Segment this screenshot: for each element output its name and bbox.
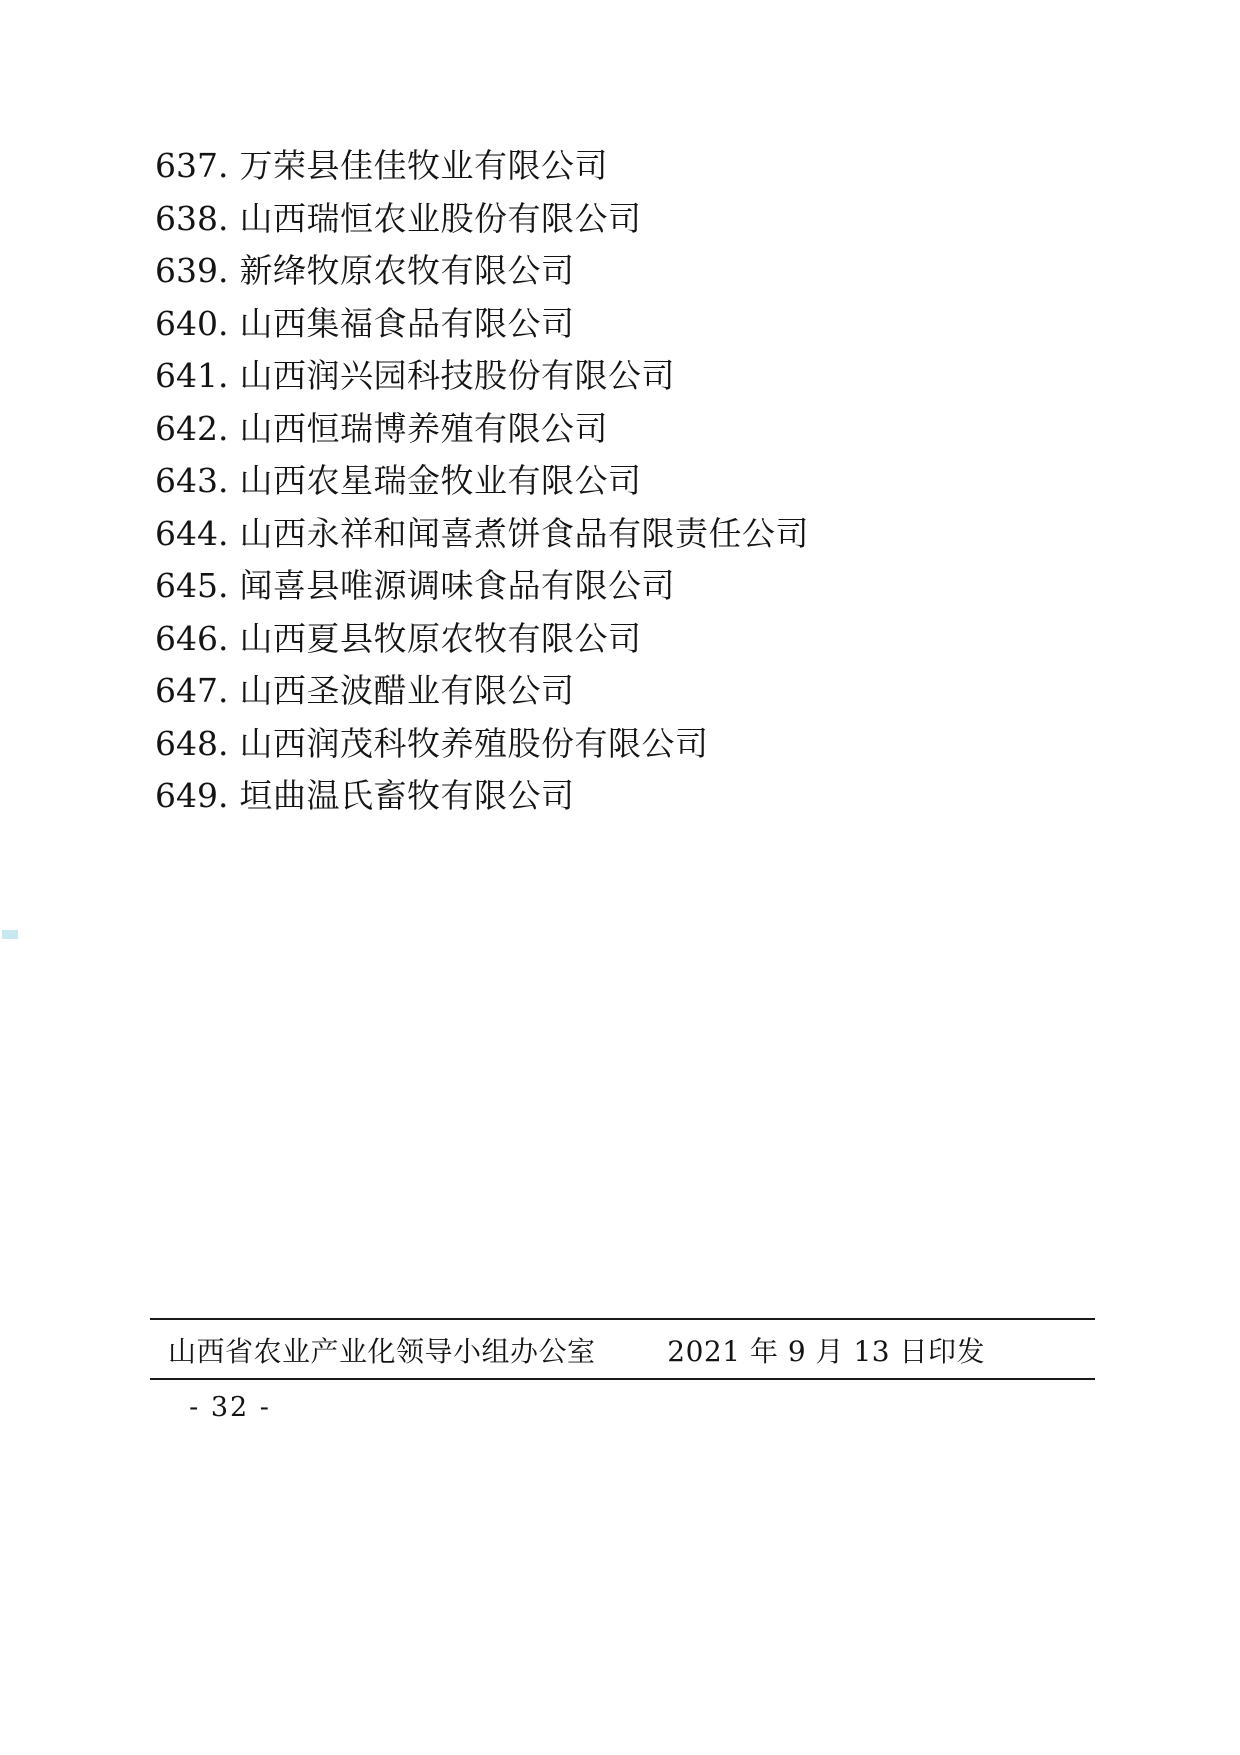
list-item-label: 闻喜县唯源调味食品有限公司 [239, 566, 675, 605]
list-item [155, 560, 1095, 613]
list-item-label: 山西集福食品有限公司 [239, 303, 575, 343]
list-item-number: 643. [155, 461, 229, 500]
list-item-number: 649. [155, 776, 229, 815]
list-item-number: 637. [155, 146, 229, 185]
issue-date: 2021 年 9 月 13 日印发 [667, 1335, 985, 1368]
list-item-number: 639. [155, 251, 229, 290]
list-item-label: 山西夏县牧原农牧有限公司 [239, 618, 642, 658]
list-item [155, 193, 1095, 246]
list-item-number: 640. [155, 303, 229, 343]
list-item-number: 647. [155, 671, 229, 710]
list-item [155, 718, 1095, 771]
list-item-label: 山西圣波醋业有限公司 [239, 671, 575, 710]
list-item-label: 山西恒瑞博养殖有限公司 [239, 408, 608, 448]
list-item-label: 山西永祥和闻喜煮饼食品有限责任公司 [239, 513, 809, 553]
list-item-label: 山西瑞恒农业股份有限公司 [239, 198, 642, 238]
page-number: - 32 - [189, 1392, 271, 1423]
scan-artifact-mark [2, 930, 18, 939]
list-item [155, 770, 1095, 823]
list-item-label: 山西润茂科牧养殖股份有限公司 [239, 723, 709, 763]
list-item-label: 山西农星瑞金牧业有限公司 [239, 461, 642, 500]
list-item [155, 298, 1095, 351]
list-item-number: 645. [155, 566, 229, 605]
footer [150, 1326, 1095, 1374]
list-item-number: 642. [155, 408, 229, 448]
list-item-number: 648. [155, 723, 229, 763]
list-item [155, 455, 1095, 508]
list-item-label: 垣曲温氏畜牧有限公司 [239, 776, 575, 815]
footer-divider-bottom [150, 1378, 1095, 1380]
list-item-number: 641. [155, 356, 229, 395]
list-item-label: 新绛牧原农牧有限公司 [239, 251, 575, 290]
list-item [155, 350, 1095, 403]
list-item [155, 665, 1095, 718]
list-item [155, 140, 1095, 193]
list-item [155, 403, 1095, 456]
list-item-number: 646. [155, 618, 229, 658]
issuing-office: 山西省农业产业化领导小组办公室 [168, 1335, 596, 1368]
list-item [155, 508, 1095, 561]
list-item-label: 万荣县佳佳牧业有限公司 [239, 146, 608, 185]
list-item-number: 644. [155, 513, 229, 553]
company-list [155, 140, 1095, 823]
list-item [155, 245, 1095, 298]
list-item [155, 613, 1095, 666]
footer-divider-top [150, 1318, 1095, 1320]
list-item-number: 638. [155, 198, 229, 238]
list-item-label: 山西润兴园科技股份有限公司 [239, 356, 675, 395]
